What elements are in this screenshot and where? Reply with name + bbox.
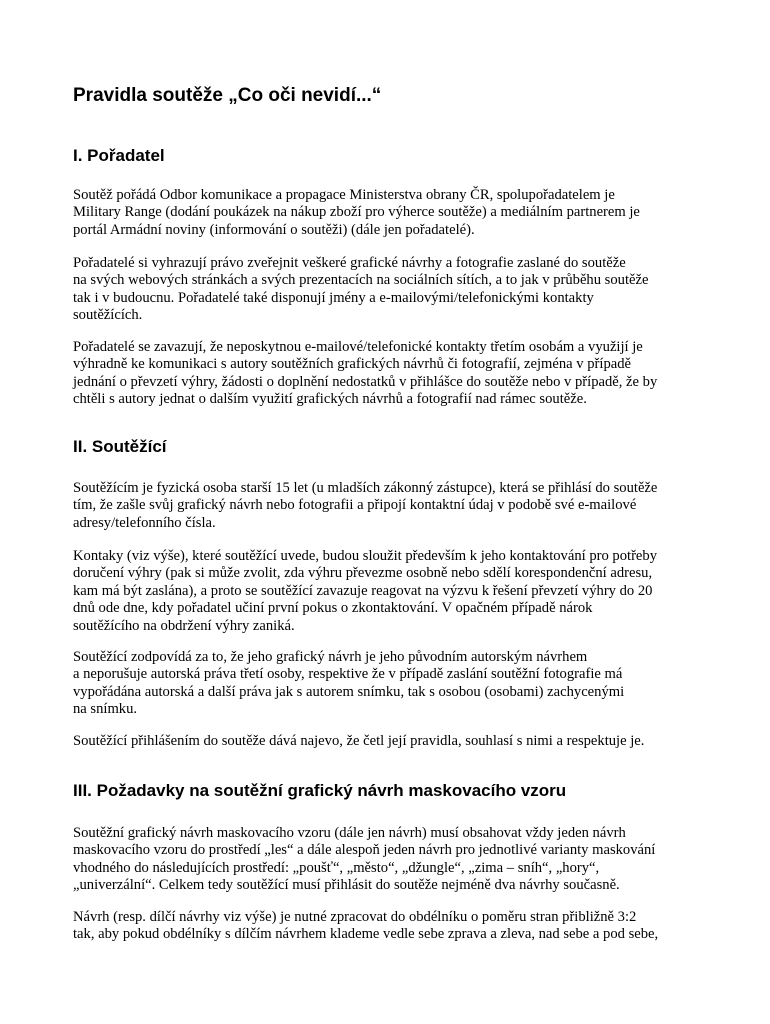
text-line: Soutěžícím je fyzická osoba starší 15 let (u mladších zákonný zástupce), která se přihlásí do soutěže xyxy=(73,480,658,496)
paragraph xyxy=(73,339,713,409)
text-line: tím, že zašle svůj grafický návrh nebo fotografii a připojí kontaktní údaj v podobě své e-mailové xyxy=(73,497,637,514)
paragraph xyxy=(73,480,713,532)
text-line: adresy/telefonního čísla. xyxy=(73,514,216,531)
paragraph xyxy=(73,187,713,239)
text-line: chtěli s autory jednat o dalším využití grafických návrhů a fotografií nad rámec soutěže. xyxy=(73,391,587,408)
text-line: Soutěžní grafický návrh maskovacího vzoru (dále jen návrh) musí obsahovat vždy jeden návrh xyxy=(73,825,626,841)
text-line: Pořadatelé se zavazují, že neposkytnou e-mailové/telefonické kontakty třetím osobám a využijí je xyxy=(73,339,643,355)
text-line: Soutěžící přihlášením do soutěže dává najevo, že četl její pravidla, souhlasí s nimi a respektuje je. xyxy=(73,733,645,749)
document-title: Pravidla soutěže „Co oči nevidí...“ xyxy=(73,85,382,106)
text-line: portál Armádní noviny (informování o soutěži) (dále jen pořadatelé). xyxy=(73,221,475,238)
text-line: Soutěž pořádá Odbor komunikace a propagace Ministerstva obrany ČR, spolupořadatelem je xyxy=(73,187,615,203)
text-line: tak i v budoucnu. Pořadatelé také disponují jmény a e-mailovými/telefonickými kontakty xyxy=(73,289,594,306)
section-heading-pozadavky: III. Požadavky na soutěžní grafický návrh maskovacího vzoru xyxy=(73,781,567,800)
text-line: Soutěžící zodpovídá za to, že jeho grafický návrh je jeho původním autorským návrhem xyxy=(73,649,588,665)
text-line: Kontaky (viz výše), které soutěžící uvede, budou sloužit především k jeho kontaktování pro potřeby xyxy=(73,548,658,564)
paragraph xyxy=(73,825,713,895)
text-line: dnů ode dne, kdy pořadatel učiní první pokus o zkontaktování. V opačném případě nárok xyxy=(73,600,593,617)
section-heading-soutezici: II. Soutěžící xyxy=(73,437,167,456)
text-line: výhradně ke komunikaci s autory soutěžních grafických návrhů či fotografií, zejména v případě xyxy=(73,356,632,373)
text-line: vypořádána autorská a další práva jak s autorem snímku, tak s osobou (osobami) zachycenými xyxy=(73,683,625,700)
text-line: Návrh (resp. dílčí návrhy viz výše) je nutné zpracovat do obdélníku o poměru stran přibližně 3:2 xyxy=(73,909,637,925)
section-heading-poradatel: I. Pořadatel xyxy=(73,146,165,165)
text-line: na svých webových stránkách a svých prezentacích na sociálních sítích, a to jak v průběhu soutěže xyxy=(73,272,649,289)
text-line: vhodného do následujících prostředí: „poušť“, „město“, „džungle“, „zima – sníh“, „hory“, xyxy=(73,859,600,876)
paragraph xyxy=(73,909,713,944)
text-line: a neporušuje autorská práva třetí osoby, respektive že v případě zaslání soutěžní fotografie má xyxy=(73,666,623,683)
text-line: doručení výhry (pak si může zvolit, zda výhru převezme osobně nebo sdělí korespondenční adresu, xyxy=(73,565,653,582)
text-line: maskovacího vzoru do prostředí „les“ a dále alespoň jeden návrh pro jednotlivé varianty maskování xyxy=(73,842,656,859)
text-line: tak, aby pokud obdélníky s dílčím návrhem klademe vedle sebe zprava a zleva, nad sebe a pod sebe, xyxy=(73,926,659,943)
text-line: „univerzální“. Celkem tedy soutěžící musí přihlásit do soutěže nejméně dva návrhy současně. xyxy=(73,877,620,894)
text-line: kam má být zaslána), a proto se soutěžící zavazuje reagovat na výzvu k řešení převzetí výhry do 20 xyxy=(73,582,653,599)
paragraph xyxy=(73,649,713,719)
text-line: soutěžících. xyxy=(73,307,143,324)
paragraph xyxy=(73,255,713,325)
text-line: Pořadatelé si vyhrazují právo zveřejnit veškeré grafické návrhy a fotografie zaslané do soutěže xyxy=(73,255,626,271)
text-line: jednání o převzetí výhry, žádosti o doplnění nedostatků v přihlášce do soutěže nebo v případě, že by xyxy=(73,373,658,390)
text-line: na snímku. xyxy=(73,701,138,718)
text-line: Military Range (dodání poukázek na nákup zboží pro výherce soutěže) a mediálním partnerem je xyxy=(73,204,640,221)
paragraph xyxy=(73,733,713,750)
paragraph xyxy=(73,548,713,635)
text-line: soutěžícího na obdržení výhry zaniká. xyxy=(73,617,295,634)
